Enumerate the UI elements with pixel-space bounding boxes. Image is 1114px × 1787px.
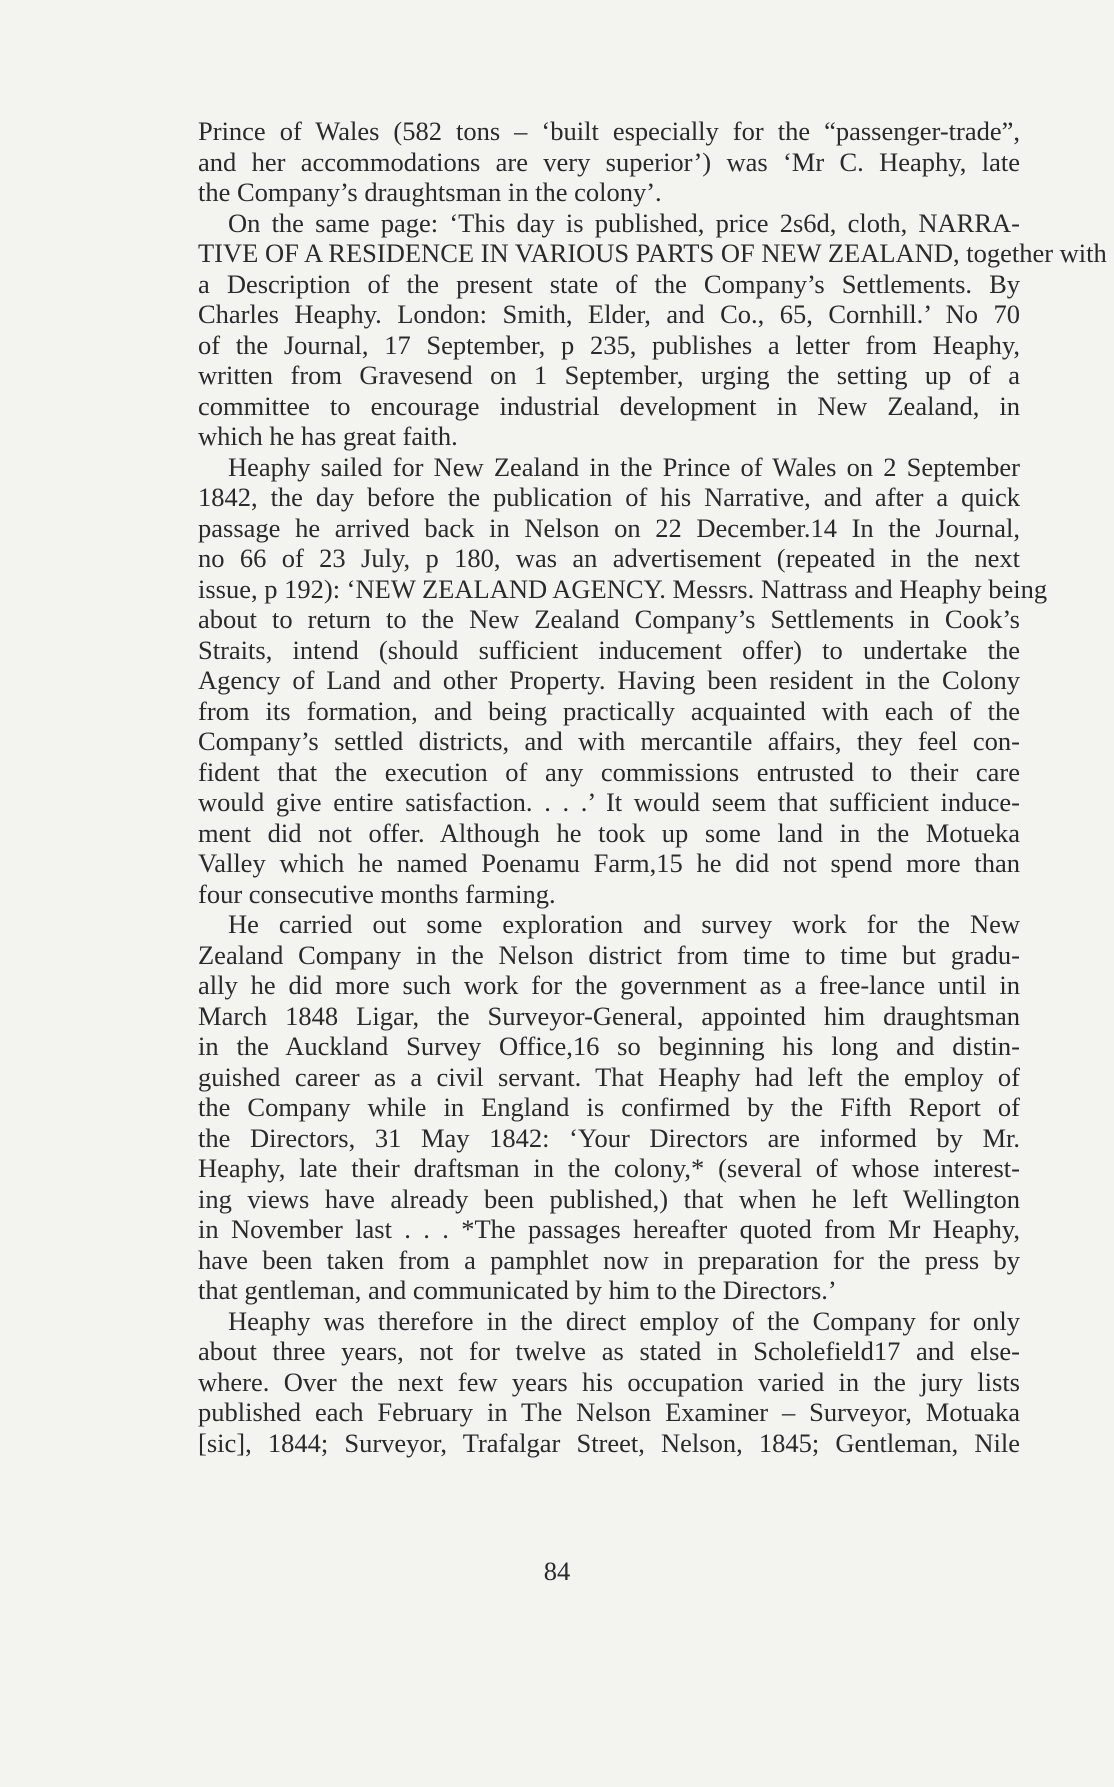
text-line: which he has great faith. [198, 421, 458, 451]
body-text [198, 116, 1107, 1458]
text-line: the Company while in England is confirmed by the Fifth Report of [198, 1092, 1020, 1122]
text-line: ing views have already been published,) that when he left Wellington [198, 1183, 1020, 1214]
text-line: fident that the execution of any commissions entrusted to their care [198, 756, 1020, 787]
text-line: March 1848 Ligar, the Surveyor-General, appointed him draughtsman [198, 1000, 1020, 1031]
text-line: in November last . . . *The passages hereafter quoted from Mr Heaphy, [198, 1214, 1020, 1244]
text-line: Company’s settled districts, and with mercantile affairs, they feel con- [198, 726, 1020, 756]
text-line: about to return to the New Zealand Company’s Settlements in Cook’s [198, 604, 1020, 634]
text-line: about three years, not for twelve as stated in Scholefield17 and else- [198, 1336, 1020, 1366]
text-line: Heaphy, late their draftsman in the colony,* (several of whose interest- [198, 1153, 1020, 1183]
text-line: that gentleman, and communicated by him to the Directors.’ [198, 1275, 837, 1305]
text-line: no 66 of 23 July, p 180, was an advertisement (repeated in the next [198, 543, 1020, 573]
text-line: ally he did more such work for the government as a free-lance until in [198, 970, 1020, 1000]
text-line: Heaphy was therefore in the direct employ of the Company for only [228, 1305, 1020, 1336]
text-line: TIVE OF A RESIDENCE IN VARIOUS PARTS OF NEW ZEALAND, together with [198, 238, 1107, 268]
text-line: 1842, the day before the publication of his Narrative, and after a quick [198, 482, 1020, 512]
text-line: Charles Heaphy. London: Smith, Elder, and Co., 65, Cornhill.’ No 70 [198, 299, 1020, 329]
text-line: where. Over the next few years his occupation varied in the jury lists [198, 1366, 1020, 1397]
text-line: committee to encourage industrial development in New Zealand, in [198, 390, 1020, 421]
page-number: 84 [543, 1556, 571, 1586]
text-line: the Directors, 31 May 1842: ‘Your Directors are informed by Mr. [198, 1122, 1020, 1153]
text-line: On the same page: ‘This day is published, price 2s6d, cloth, NARRA- [228, 207, 1020, 238]
text-line: from its formation, and being practically acquainted with each of the [198, 695, 1020, 726]
text-line: [sic], 1844; Surveyor, Trafalgar Street, Nelson, 1845; Gentleman, Nile [198, 1427, 1020, 1458]
text-line: written from Gravesend on 1 September, urging the setting up of a [198, 360, 1020, 390]
text-line: ment did not offer. Although he took up some land in the Motueka [198, 817, 1020, 848]
text-line: issue, p 192): ‘NEW ZEALAND AGENCY. Messrs. Nattrass and Heaphy being [198, 573, 1048, 604]
text-line: guished career as a civil servant. That Heaphy had left the employ of [198, 1061, 1020, 1092]
text-line: of the Journal, 17 September, p 235, publishes a letter from Heaphy, [198, 329, 1020, 360]
text-line: published each February in The Nelson Examiner – Surveyor, Motuaka [198, 1397, 1020, 1427]
text-line: passage he arrived back in Nelson on 22 December.14 In the Journal, [198, 512, 1020, 543]
text-line: Agency of Land and other Property. Having been resident in the Colony [198, 665, 1020, 695]
text-line: would give entire satisfaction. . . .’ It would seem that sufficient induce- [198, 787, 1020, 817]
text-line: the Company’s draughtsman in the colony’. [198, 177, 662, 207]
text-line: a Description of the present state of the Company’s Settlements. By [198, 268, 1020, 299]
text-line: Prince of Wales (582 tons – ‘built especially for the “passenger-trade”, [198, 116, 1020, 146]
text-line: Valley which he named Poenamu Farm,15 he did not spend more than [198, 848, 1020, 878]
text-line: He carried out some exploration and survey work for the New [228, 909, 1020, 939]
text-line: Heaphy sailed for New Zealand in the Prince of Wales on 2 September [228, 451, 1020, 482]
text-line: in the Auckland Survey Office,16 so beginning his long and distin- [198, 1031, 1020, 1061]
text-line: four consecutive months farming. [198, 878, 556, 909]
text-line: have been taken from a pamphlet now in preparation for the press by [198, 1244, 1020, 1275]
text-line: Zealand Company in the Nelson district from time to time but gradu- [198, 939, 1020, 970]
text-line: Straits, intend (should sufficient inducement offer) to undertake the [198, 634, 1020, 665]
text-line: and her accommodations are very superior’) was ‘Mr C. Heaphy, late [198, 146, 1020, 177]
